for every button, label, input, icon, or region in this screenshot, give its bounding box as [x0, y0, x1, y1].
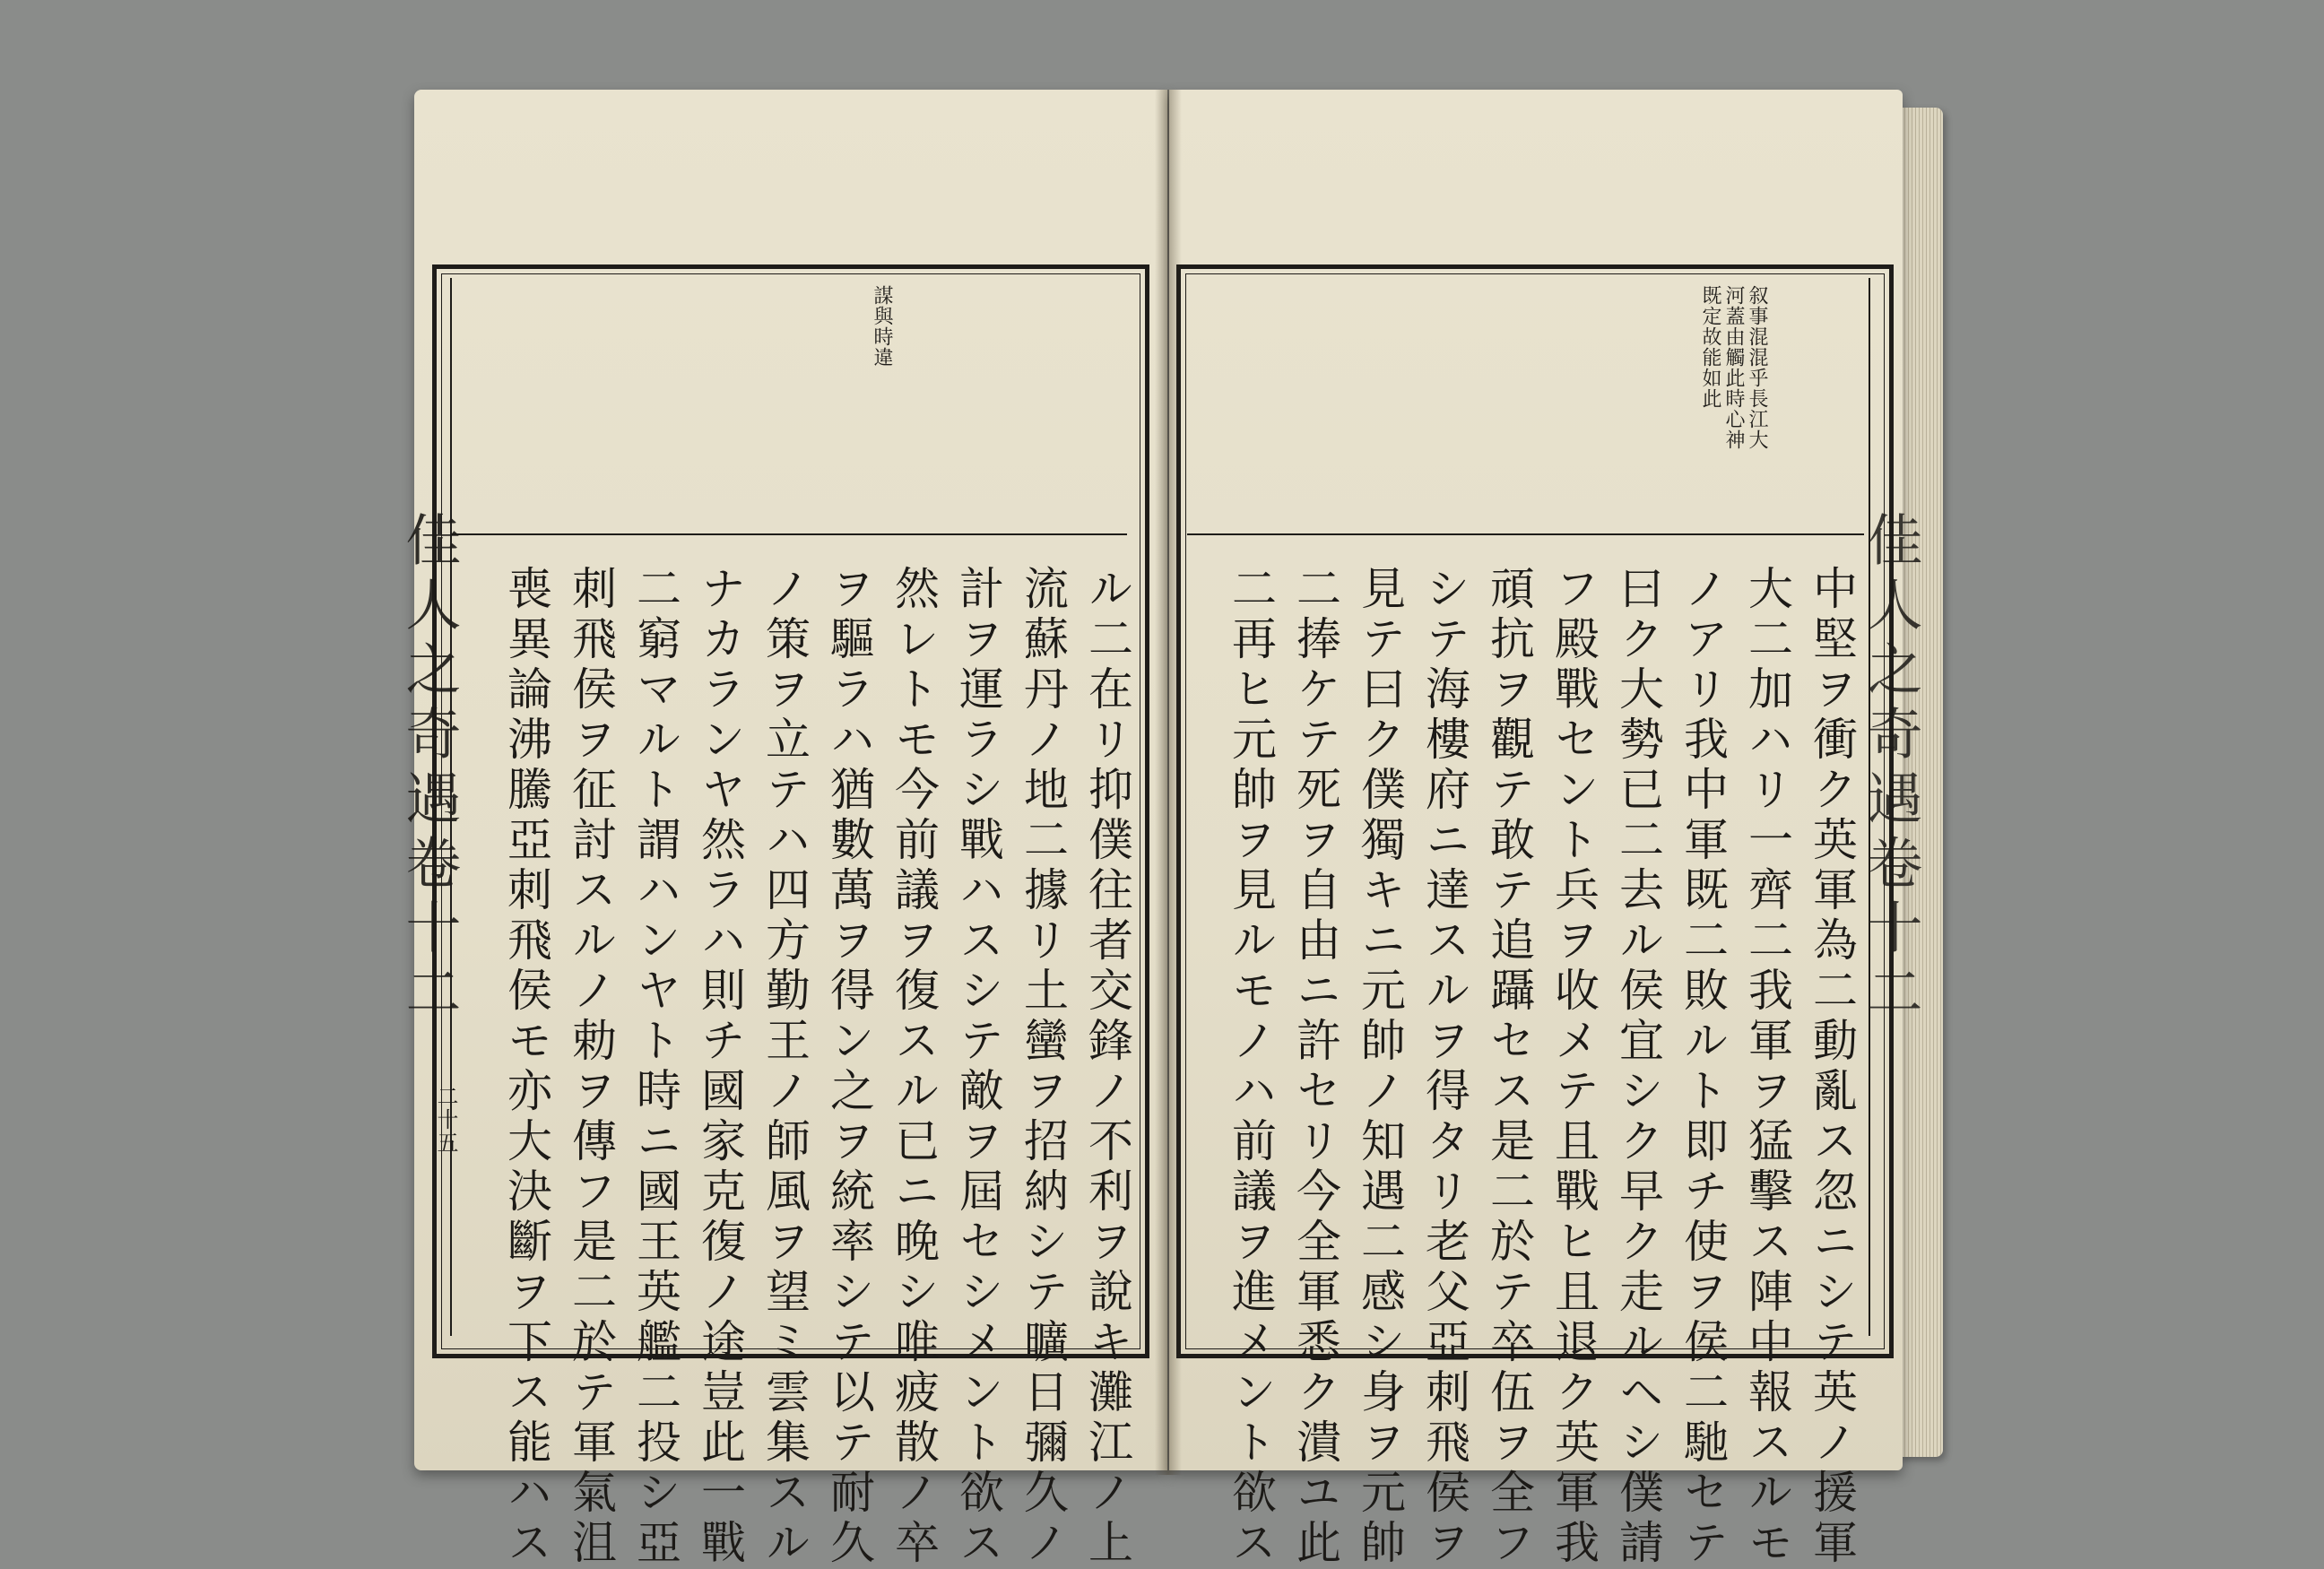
left-header-note: 謀與時違 — [871, 285, 893, 368]
right-column-3: ノアリ我中軍既二敗ルト即チ使ヲ侯二馳セテ — [1677, 565, 1729, 1569]
left-column-8: 二窮マルト謂ハンヤト時ニ國王英艦二投シ亞 — [629, 565, 681, 1569]
left-column-1: ル二在リ抑僕往者交鋒ノ不利ヲ說キ灘江ノ上 — [1081, 565, 1133, 1569]
left-header-rule — [450, 533, 1127, 535]
left-column-10: 喪異論沸騰亞刺飛侯モ亦大決斷ヲ下ス能ハス — [500, 565, 552, 1569]
left-column-3: 計ヲ運ラシ戰ハスシテ敵ヲ屆セシメント欲ス — [952, 565, 1004, 1569]
right-column-4: 曰ク大勢已二去ル侯宜シク早ク走ルヘシ僕請 — [1612, 565, 1664, 1569]
right-header-rule — [1187, 533, 1864, 535]
right-column-7: シテ海樓府ニ達スルヲ得タリ老父亞刺飛侯ヲ — [1418, 565, 1470, 1569]
right-column-10: 二再ヒ元帥ヲ見ルモノハ前議ヲ進メント欲ス — [1225, 565, 1277, 1569]
right-column-9: 二捧ケテ死ヲ自由ニ許セリ今全軍悉ク潰ユ此 — [1289, 565, 1341, 1569]
right-column-5: フ殿戰セント兵ヲ收メテ且戰ヒ且退ク英軍我 — [1548, 565, 1600, 1569]
left-column-9: 刺飛侯ヲ征討スルノ勅ヲ傳フ是二於テ軍氣沮 — [565, 565, 617, 1569]
right-header-note: 叙事混混乎長江大 河蓋由觸此時心神 既定故能如此 — [1699, 285, 1768, 450]
right-column-6: 頑抗ヲ觀テ敢テ追躡セス是二於テ卒伍ヲ全フ — [1483, 565, 1535, 1569]
left-column-6: ノ策ヲ立テハ四方勤王ノ師風ヲ望ミ雲集スル — [759, 565, 811, 1569]
right-column-1: 中堅ヲ衝ク英軍為二動亂ス忽ニシテ英ノ援軍 — [1806, 565, 1858, 1569]
right-column-2: 大二加ハリ一齊二我軍ヲ猛擊ス陣中報スルモ — [1741, 565, 1793, 1569]
right-margin-title: 佳人之奇遇卷十二 — [1858, 511, 1923, 1027]
right-page — [1169, 90, 1923, 1569]
open-book — [396, 90, 1938, 1569]
left-page — [396, 90, 1167, 1569]
right-column-8: 見テ曰ク僕獨キニ元帥ノ知遇二感シ身ヲ元帥 — [1354, 565, 1406, 1569]
left-margin-title: 佳人之奇遇卷十二 — [396, 511, 462, 1027]
left-column-7: ナカランヤ然ラハ則チ國家克復ノ途豈此一戰 — [694, 565, 746, 1569]
left-column-5: ヲ驅ラハ猶數萬ヲ得ン之ヲ統率シテ以テ耐久 — [823, 565, 875, 1569]
left-folio: 二十五 — [433, 1085, 458, 1155]
left-column-2: 流蘇丹ノ地二據リ土蠻ヲ招納シテ曠日彌久ノ — [1017, 565, 1069, 1569]
book-gutter — [1155, 90, 1182, 1475]
left-column-4: 然レトモ今前議ヲ復スル已ニ晚シ唯疲散ノ卒 — [888, 565, 940, 1569]
